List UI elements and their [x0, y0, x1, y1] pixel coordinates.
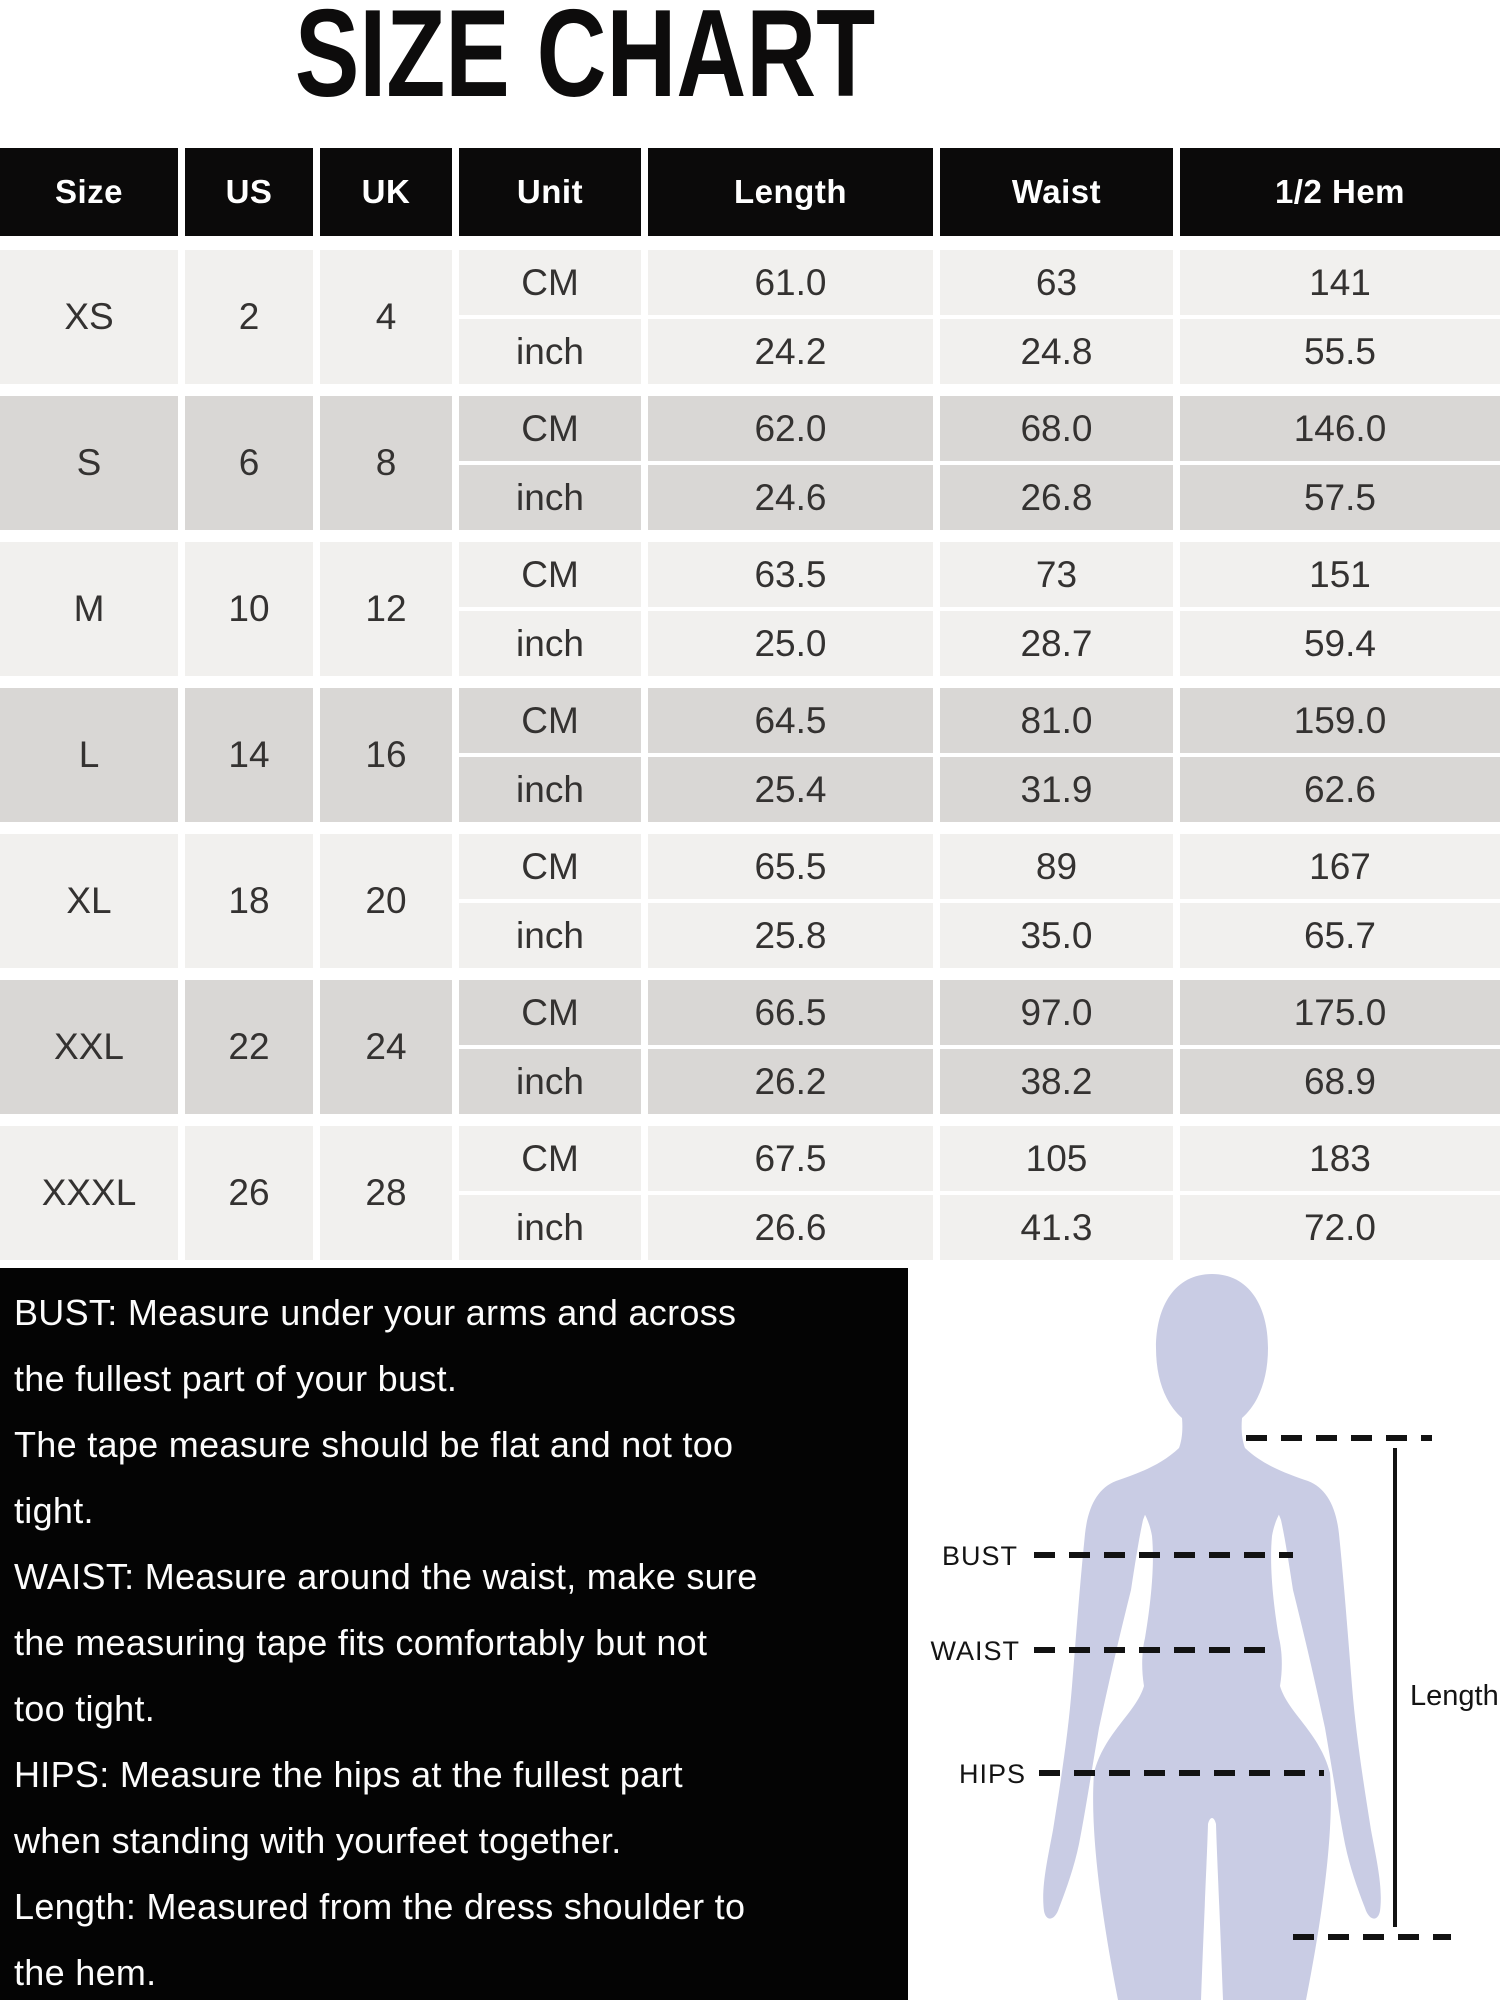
uk-cell: 8: [320, 396, 452, 530]
bust-label: BUST: [941, 1541, 1018, 1571]
table-row-m: [0, 542, 1500, 676]
note-line: too tight.: [14, 1688, 156, 1729]
unit-inch-label: inch: [459, 903, 641, 968]
waist-inch-value: 41.3: [940, 1195, 1173, 1260]
length-cm-value: 63.5: [648, 542, 933, 607]
size-cell: XS: [0, 250, 178, 384]
table-header-row: [0, 148, 1500, 236]
hem-cm-value: 159.0: [1180, 688, 1500, 753]
waist-inch-value: 24.8: [940, 319, 1173, 384]
length-cm-value: 61.0: [648, 250, 933, 315]
us-cell: 18: [185, 834, 313, 968]
uk-cell: 12: [320, 542, 452, 676]
us-cell: 6: [185, 396, 313, 530]
length-pair: [648, 250, 933, 384]
hem-inch-value: 62.6: [1180, 757, 1500, 822]
waist-inch-value: 35.0: [940, 903, 1173, 968]
waist-cm-value: 89: [940, 834, 1173, 899]
note-line: HIPS: Measure the hips at the fullest part: [14, 1754, 683, 1795]
hem-cm-value: 151: [1180, 542, 1500, 607]
hem-cm-value: 146.0: [1180, 396, 1500, 461]
unit-inch-label: inch: [459, 611, 641, 676]
hem-inch-value: 72.0: [1180, 1195, 1500, 1260]
unit-inch-label: inch: [459, 465, 641, 530]
unit-inch-label: inch: [459, 757, 641, 822]
note-line: tight.: [14, 1490, 94, 1531]
hem-pair: [1180, 542, 1500, 676]
us-cell: 14: [185, 688, 313, 822]
length-pair: [648, 980, 933, 1114]
size-cell: XXXL: [0, 1126, 178, 1260]
measuring-instructions-panel: [0, 1268, 908, 2000]
us-cell: 22: [185, 980, 313, 1114]
size-table: [0, 148, 1500, 1272]
uk-cell: 4: [320, 250, 452, 384]
hem-cm-value: 183: [1180, 1126, 1500, 1191]
waist-pair: [940, 250, 1173, 384]
size-cell: XL: [0, 834, 178, 968]
us-cell: 26: [185, 1126, 313, 1260]
us-cell: 10: [185, 542, 313, 676]
waist-inch-value: 28.7: [940, 611, 1173, 676]
page-title-text: SIZE CHART: [294, 0, 876, 123]
unit-pair: [459, 542, 641, 676]
length-inch-value: 25.8: [648, 903, 933, 968]
length-cm-value: 66.5: [648, 980, 933, 1045]
waist-cm-value: 105: [940, 1126, 1173, 1191]
unit-inch-label: inch: [459, 319, 641, 384]
hem-inch-value: 65.7: [1180, 903, 1500, 968]
uk-cell: 28: [320, 1126, 452, 1260]
table-row-xxxl: [0, 1126, 1500, 1260]
size-cell: L: [0, 688, 178, 822]
waist-inch-value: 26.8: [940, 465, 1173, 530]
waist-inch-value: 38.2: [940, 1049, 1173, 1114]
unit-pair: [459, 688, 641, 822]
hem-cm-value: 175.0: [1180, 980, 1500, 1045]
header-us: US: [185, 148, 313, 236]
hem-pair: [1180, 250, 1500, 384]
unit-cm-label: CM: [459, 250, 641, 315]
note-line: the measuring tape fits comfortably but not: [14, 1622, 708, 1663]
note-line: the fullest part of your bust.: [14, 1358, 458, 1399]
note-line: The tape measure should be flat and not too: [14, 1424, 734, 1465]
length-cm-value: 65.5: [648, 834, 933, 899]
length-pair: [648, 396, 933, 530]
waist-pair: [940, 834, 1173, 968]
uk-cell: 20: [320, 834, 452, 968]
header-size: Size: [0, 148, 178, 236]
length-pair: [648, 1126, 933, 1260]
hem-pair: [1180, 1126, 1500, 1260]
size-cell: M: [0, 542, 178, 676]
header-uk: UK: [320, 148, 452, 236]
note-line: BUST: Measure under your arms and across: [14, 1292, 737, 1333]
hem-inch-value: 68.9: [1180, 1049, 1500, 1114]
table-row-xs: [0, 250, 1500, 384]
note-line: the hem.: [14, 1952, 157, 1993]
bottom-section: [0, 1268, 1500, 2000]
waist-cm-value: 73: [940, 542, 1173, 607]
unit-pair: [459, 980, 641, 1114]
length-pair: [648, 834, 933, 968]
length-cm-value: 67.5: [648, 1126, 933, 1191]
hem-inch-value: 59.4: [1180, 611, 1500, 676]
unit-pair: [459, 1126, 641, 1260]
length-inch-value: 26.2: [648, 1049, 933, 1114]
unit-pair: [459, 250, 641, 384]
size-cell: S: [0, 396, 178, 530]
length-pair: [648, 688, 933, 822]
header-unit: Unit: [459, 148, 641, 236]
length-label: Length: [1410, 1680, 1499, 1712]
unit-pair: [459, 834, 641, 968]
table-row-l: [0, 688, 1500, 822]
length-inch-value: 24.2: [648, 319, 933, 384]
length-inch-value: 25.0: [648, 611, 933, 676]
hem-inch-value: 57.5: [1180, 465, 1500, 530]
hem-cm-value: 141: [1180, 250, 1500, 315]
waist-cm-value: 63: [940, 250, 1173, 315]
length-inch-value: 26.6: [648, 1195, 933, 1260]
waist-pair: [940, 542, 1173, 676]
size-cell: XXL: [0, 980, 178, 1114]
header-hem: 1/2 Hem: [1180, 148, 1500, 236]
unit-cm-label: CM: [459, 980, 641, 1045]
unit-cm-label: CM: [459, 1126, 641, 1191]
hem-pair: [1180, 834, 1500, 968]
unit-cm-label: CM: [459, 542, 641, 607]
uk-cell: 16: [320, 688, 452, 822]
note-line: WAIST: Measure around the waist, make sure: [14, 1556, 758, 1597]
waist-pair: [940, 980, 1173, 1114]
us-cell: 2: [185, 250, 313, 384]
waist-inch-value: 31.9: [940, 757, 1173, 822]
hem-pair: [1180, 688, 1500, 822]
header-waist: Waist: [940, 148, 1173, 236]
length-inch-value: 24.6: [648, 465, 933, 530]
unit-cm-label: CM: [459, 688, 641, 753]
waist-cm-value: 68.0: [940, 396, 1173, 461]
unit-pair: [459, 396, 641, 530]
hem-cm-value: 167: [1180, 834, 1500, 899]
length-cm-value: 62.0: [648, 396, 933, 461]
waist-cm-value: 81.0: [940, 688, 1173, 753]
table-row-s: [0, 396, 1500, 530]
length-cm-value: 64.5: [648, 688, 933, 753]
hips-label: HIPS: [958, 1759, 1026, 1789]
waist-pair: [940, 1126, 1173, 1260]
page-title: [0, 0, 1170, 123]
uk-cell: 24: [320, 980, 452, 1114]
unit-cm-label: CM: [459, 396, 641, 461]
unit-inch-label: inch: [459, 1049, 641, 1114]
hem-pair: [1180, 396, 1500, 530]
waist-label: WAIST: [930, 1636, 1020, 1666]
unit-inch-label: inch: [459, 1195, 641, 1260]
note-line: Length: Measured from the dress shoulder to: [14, 1886, 746, 1927]
table-row-xxl: [0, 980, 1500, 1114]
waist-pair: [940, 688, 1173, 822]
body-silhouette: [1093, 1274, 1331, 2000]
table-row-xl: [0, 834, 1500, 968]
note-line: when standing with yourfeet together.: [14, 1820, 622, 1861]
header-length: Length: [648, 148, 933, 236]
hem-inch-value: 55.5: [1180, 319, 1500, 384]
hem-pair: [1180, 980, 1500, 1114]
measurement-diagram: [908, 1268, 1500, 2000]
waist-pair: [940, 396, 1173, 530]
length-pair: [648, 542, 933, 676]
length-inch-value: 25.4: [648, 757, 933, 822]
unit-cm-label: CM: [459, 834, 641, 899]
waist-cm-value: 97.0: [940, 980, 1173, 1045]
